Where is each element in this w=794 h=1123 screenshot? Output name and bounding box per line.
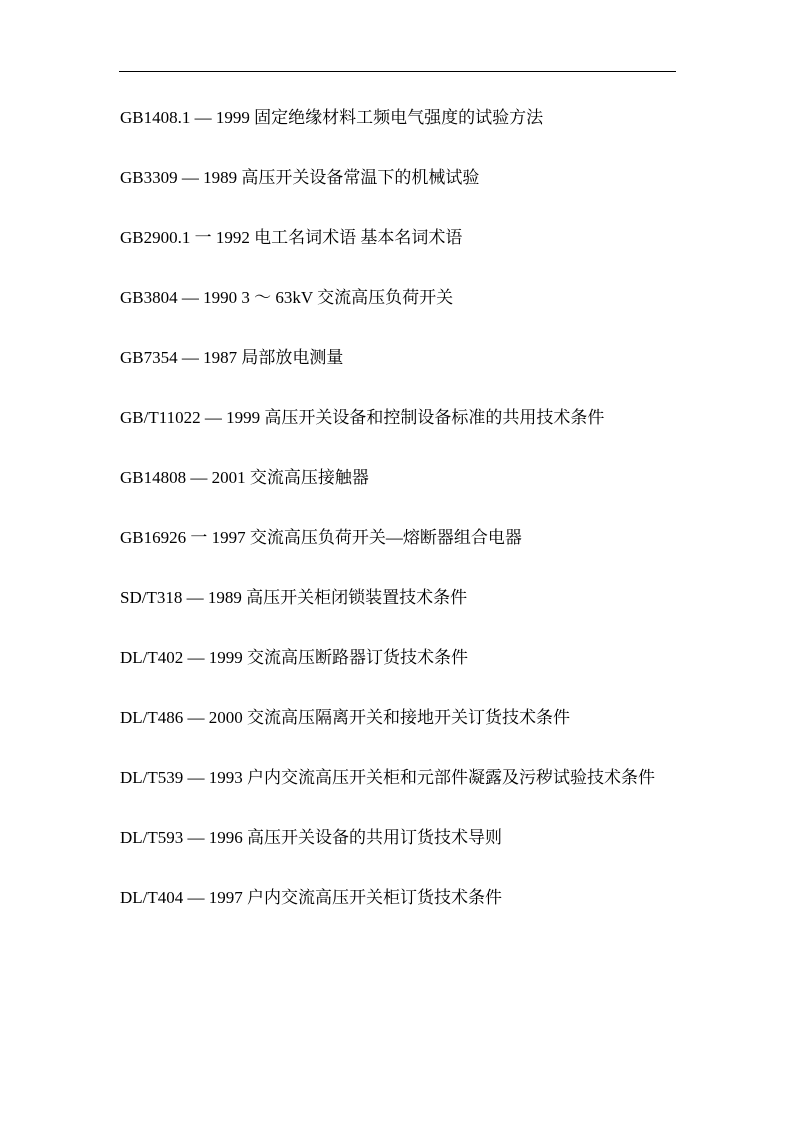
- standard-title: 交流高压断路器订货技术条件: [247, 648, 469, 667]
- standard-code: GB3804 — 1990 3 ～ 63kV: [120, 288, 313, 307]
- standard-code: GB14808 — 2001: [120, 468, 246, 487]
- list-item: [120, 343, 680, 373]
- list-item: [120, 583, 680, 613]
- list-item: [120, 703, 680, 733]
- standard-code: SD/T318 — 1989: [120, 588, 242, 607]
- standards-list: [120, 103, 680, 943]
- standard-title: 户内交流高压开关柜订货技术条件: [247, 888, 503, 907]
- list-item: [120, 763, 680, 793]
- list-item: [120, 463, 680, 493]
- list-item: [120, 643, 680, 673]
- standard-code: GB7354 — 1987: [120, 348, 238, 367]
- standard-title: 电工名词术语 基本名词术语: [254, 228, 463, 247]
- standard-title: 高压开关柜闭锁装置技术条件: [246, 588, 468, 607]
- standard-title: 局部放电测量: [241, 348, 344, 367]
- list-item: [120, 103, 680, 133]
- standard-code: DL/T486 — 2000: [120, 708, 243, 727]
- standard-code: DL/T404 — 1997: [120, 888, 243, 907]
- standard-code: GB3309 — 1989: [120, 168, 238, 187]
- list-item: [120, 523, 680, 553]
- standard-code: GB16926 一 1997: [120, 528, 246, 547]
- standard-title: 交流高压隔离开关和接地开关订货技术条件: [247, 708, 571, 727]
- standard-code: GB1408.1 — 1999: [120, 108, 250, 127]
- standard-title: 交流高压负荷开关: [317, 288, 454, 307]
- standard-title: 固定绝缘材料工频电气强度的试验方法: [254, 108, 544, 127]
- standard-code: DL/T593 — 1996: [120, 828, 243, 847]
- standard-code: DL/T539 — 1993: [120, 768, 243, 787]
- top-divider: [119, 71, 676, 72]
- list-item: [120, 163, 680, 193]
- standard-code: DL/T402 — 1999: [120, 648, 243, 667]
- standard-title: 交流高压接触器: [249, 468, 369, 487]
- list-item: [120, 403, 680, 433]
- standard-title: 高压开关设备常温下的机械试验: [241, 168, 480, 187]
- standard-title: 户内交流高压开关柜和元部件凝露及污秽试验技术条件: [247, 768, 656, 787]
- list-item: [120, 823, 680, 853]
- standard-title: 交流高压负荷开关—熔断器组合电器: [249, 528, 522, 547]
- standard-code: GB2900.1 一 1992: [120, 228, 250, 247]
- standard-title: 高压开关设备和控制设备标准的共用技术条件: [264, 408, 605, 427]
- list-item: [120, 283, 680, 313]
- list-item: [120, 223, 680, 253]
- standard-title: 高压开关设备的共用订货技术导则: [247, 828, 503, 847]
- list-item: [120, 883, 680, 913]
- standard-code: GB/T11022 — 1999: [120, 408, 261, 427]
